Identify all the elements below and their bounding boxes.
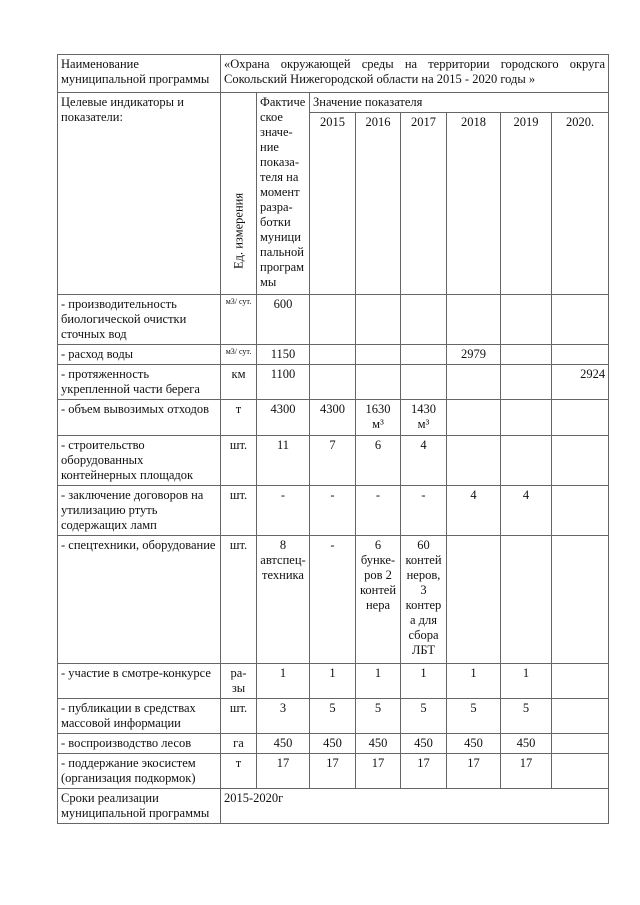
indicator-value-2016 (356, 345, 401, 365)
indicator-value-2015: 5 (310, 699, 356, 734)
indicator-unit: ра-зы (221, 664, 257, 699)
indicator-value-2018: 4 (447, 486, 501, 536)
indicator-value-2018: 5 (447, 699, 501, 734)
indicator-value-2017: - (401, 486, 447, 536)
indicator-name: - воспроизводство лесов (58, 734, 221, 754)
indicator-row (58, 295, 609, 345)
indicator-value-2016 (356, 295, 401, 345)
actual-header-line: ское (260, 110, 283, 124)
indicator-name: - объем вывозимых отходов (58, 400, 221, 436)
actual-header (257, 93, 310, 295)
indicator-value-2018 (447, 436, 501, 486)
indicator-value-2016 (356, 365, 401, 400)
indicator-value-2020 (552, 436, 609, 486)
indicator-value-2018 (447, 365, 501, 400)
year-2020: 2020. (552, 113, 609, 295)
indicator-value-2019: 1 (501, 664, 552, 699)
indicator-row (58, 400, 609, 436)
indicator-actual: - (257, 486, 310, 536)
indicator-value-2017 (401, 365, 447, 400)
indicator-name: - публикации в средствах массовой информации (58, 699, 221, 734)
indicator-value-2015: 7 (310, 436, 356, 486)
indicator-value-2015: 4300 (310, 400, 356, 436)
indicator-name: - заключение договоров на утилизацию ртуть содержащих ламп (58, 486, 221, 536)
actual-header-line: момент (260, 185, 300, 199)
indicator-row (58, 436, 609, 486)
indicator-value-2016: - (356, 486, 401, 536)
terms-value: 2015-2020г (221, 789, 609, 824)
indicator-unit: шт. (221, 486, 257, 536)
indicator-value-2015: 1 (310, 664, 356, 699)
indicator-name: - спецтехники, оборудование (58, 536, 221, 664)
indicator-value-2020 (552, 754, 609, 789)
indicator-value-2015 (310, 295, 356, 345)
program-passport-table-wrap (57, 54, 608, 824)
indicator-value-2019 (501, 345, 552, 365)
indicator-name: - участие в смотре-конкурсе (58, 664, 221, 699)
header-row-1 (58, 93, 609, 113)
indicator-name: - протяженность укрепленной части берега (58, 365, 221, 400)
indicator-row (58, 365, 609, 400)
indicator-unit: т (221, 754, 257, 789)
indicator-value-2017: 1430 м³ (401, 400, 447, 436)
program-name-row (58, 55, 609, 93)
indicator-actual: 1150 (257, 345, 310, 365)
program-name-line2: Сокольский Нижегородской области на 2015 - 2020 годы » (224, 72, 536, 86)
program-passport-table (57, 54, 609, 824)
actual-header-line: показа- (260, 155, 300, 169)
indicator-row (58, 734, 609, 754)
actual-header-line: ние (260, 140, 279, 154)
terms-row (58, 789, 609, 824)
indicator-value-2017: 5 (401, 699, 447, 734)
indicator-unit: м3/ сут. (221, 295, 257, 345)
actual-header-line: мы (260, 275, 277, 289)
actual-header-line: Фактиче (260, 95, 306, 109)
program-name-value (221, 55, 609, 93)
indicator-unit: м3/ сут. (221, 345, 257, 365)
indicator-row (58, 664, 609, 699)
year-2016: 2016 (356, 113, 401, 295)
indicator-value-2015 (310, 365, 356, 400)
terms-label: Сроки реализации муниципальной программы (58, 789, 221, 824)
indicator-unit: шт. (221, 436, 257, 486)
indicator-value-2019 (501, 400, 552, 436)
value-header: Значение показателя (310, 93, 609, 113)
indicator-value-2015: 450 (310, 734, 356, 754)
indicator-value-2020: 2924 (552, 365, 609, 400)
indicator-actual: 600 (257, 295, 310, 345)
indicator-value-2015: - (310, 486, 356, 536)
indicator-rows (58, 295, 609, 789)
indicator-value-2015 (310, 345, 356, 365)
indicator-value-2020 (552, 295, 609, 345)
indicator-value-2019: 17 (501, 754, 552, 789)
indicator-name: - строительство оборудованных контейнерных площадок (58, 436, 221, 486)
indicator-value-2019: 4 (501, 486, 552, 536)
indicator-value-2020 (552, 699, 609, 734)
indicator-value-2018: 1 (447, 664, 501, 699)
indicator-value-2017: 17 (401, 754, 447, 789)
indicator-actual: 450 (257, 734, 310, 754)
indicator-row (58, 536, 609, 664)
indicator-value-2020 (552, 400, 609, 436)
indicator-value-2016: 1 (356, 664, 401, 699)
indicator-name: - расход воды (58, 345, 221, 365)
indicator-value-2017: 450 (401, 734, 447, 754)
program-name-line1: «Охрана окружающей среды на территории городского округа (224, 57, 606, 71)
indicator-value-2016: 450 (356, 734, 401, 754)
indicator-value-2019 (501, 365, 552, 400)
indicator-unit: га (221, 734, 257, 754)
unit-header-text: Ед. измерения (231, 192, 245, 269)
indicator-unit: км (221, 365, 257, 400)
indicator-name: - поддержание экосистем (организация подкормок) (58, 754, 221, 789)
actual-header-line: значе- (260, 125, 293, 139)
indicator-row (58, 345, 609, 365)
indicator-value-2017: 4 (401, 436, 447, 486)
indicator-value-2017: 60 контей неров, 3 контер а для сбора ЛБТ (401, 536, 447, 664)
program-name-label: Наименование муниципальной программы (58, 55, 221, 93)
indicator-unit: т (221, 400, 257, 436)
indicator-value-2018 (447, 400, 501, 436)
year-2019: 2019 (501, 113, 552, 295)
year-2017: 2017 (401, 113, 447, 295)
indicator-value-2018: 450 (447, 734, 501, 754)
indicator-value-2017 (401, 345, 447, 365)
indicator-value-2017 (401, 295, 447, 345)
indicator-name: - производительность биологической очистки сточных вод (58, 295, 221, 345)
indicator-value-2015: - (310, 536, 356, 664)
indicator-value-2016: 1630 м³ (356, 400, 401, 436)
indicator-value-2018: 17 (447, 754, 501, 789)
indicator-value-2016: 6 (356, 436, 401, 486)
year-2015: 2015 (310, 113, 356, 295)
indicator-value-2018 (447, 536, 501, 664)
indicator-value-2018 (447, 295, 501, 345)
indicator-actual: 3 (257, 699, 310, 734)
indicator-value-2016: 6 бунке-ров 2 контей нера (356, 536, 401, 664)
indicator-value-2019 (501, 536, 552, 664)
indicator-actual: 1 (257, 664, 310, 699)
indicator-actual: 8 автспец-техника (257, 536, 310, 664)
actual-header-line: пальной (260, 245, 304, 259)
indicator-value-2019 (501, 436, 552, 486)
indicator-value-2019 (501, 295, 552, 345)
indicator-row (58, 486, 609, 536)
indicator-value-2020 (552, 345, 609, 365)
indicator-value-2020 (552, 664, 609, 699)
indicator-unit: шт. (221, 536, 257, 664)
indicator-actual: 1100 (257, 365, 310, 400)
indicators-label: Целевые индикаторы и показатели: (58, 93, 221, 295)
actual-header-line: муници (260, 230, 301, 244)
actual-header-line: теля на (260, 170, 299, 184)
unit-header (221, 93, 257, 295)
indicator-value-2015: 17 (310, 754, 356, 789)
indicator-actual: 4300 (257, 400, 310, 436)
indicator-value-2020 (552, 536, 609, 664)
indicator-value-2020 (552, 734, 609, 754)
indicator-value-2019: 450 (501, 734, 552, 754)
actual-header-line: ботки (260, 215, 291, 229)
actual-header-line: разра- (260, 200, 293, 214)
indicator-actual: 11 (257, 436, 310, 486)
indicator-value-2017: 1 (401, 664, 447, 699)
year-2018: 2018 (447, 113, 501, 295)
indicator-value-2018: 2979 (447, 345, 501, 365)
indicator-row (58, 754, 609, 789)
indicator-row (58, 699, 609, 734)
indicator-value-2016: 17 (356, 754, 401, 789)
indicator-unit: шт. (221, 699, 257, 734)
indicator-value-2020 (552, 486, 609, 536)
indicator-actual: 17 (257, 754, 310, 789)
actual-header-line: програм (260, 260, 305, 274)
indicator-value-2019: 5 (501, 699, 552, 734)
indicator-value-2016: 5 (356, 699, 401, 734)
